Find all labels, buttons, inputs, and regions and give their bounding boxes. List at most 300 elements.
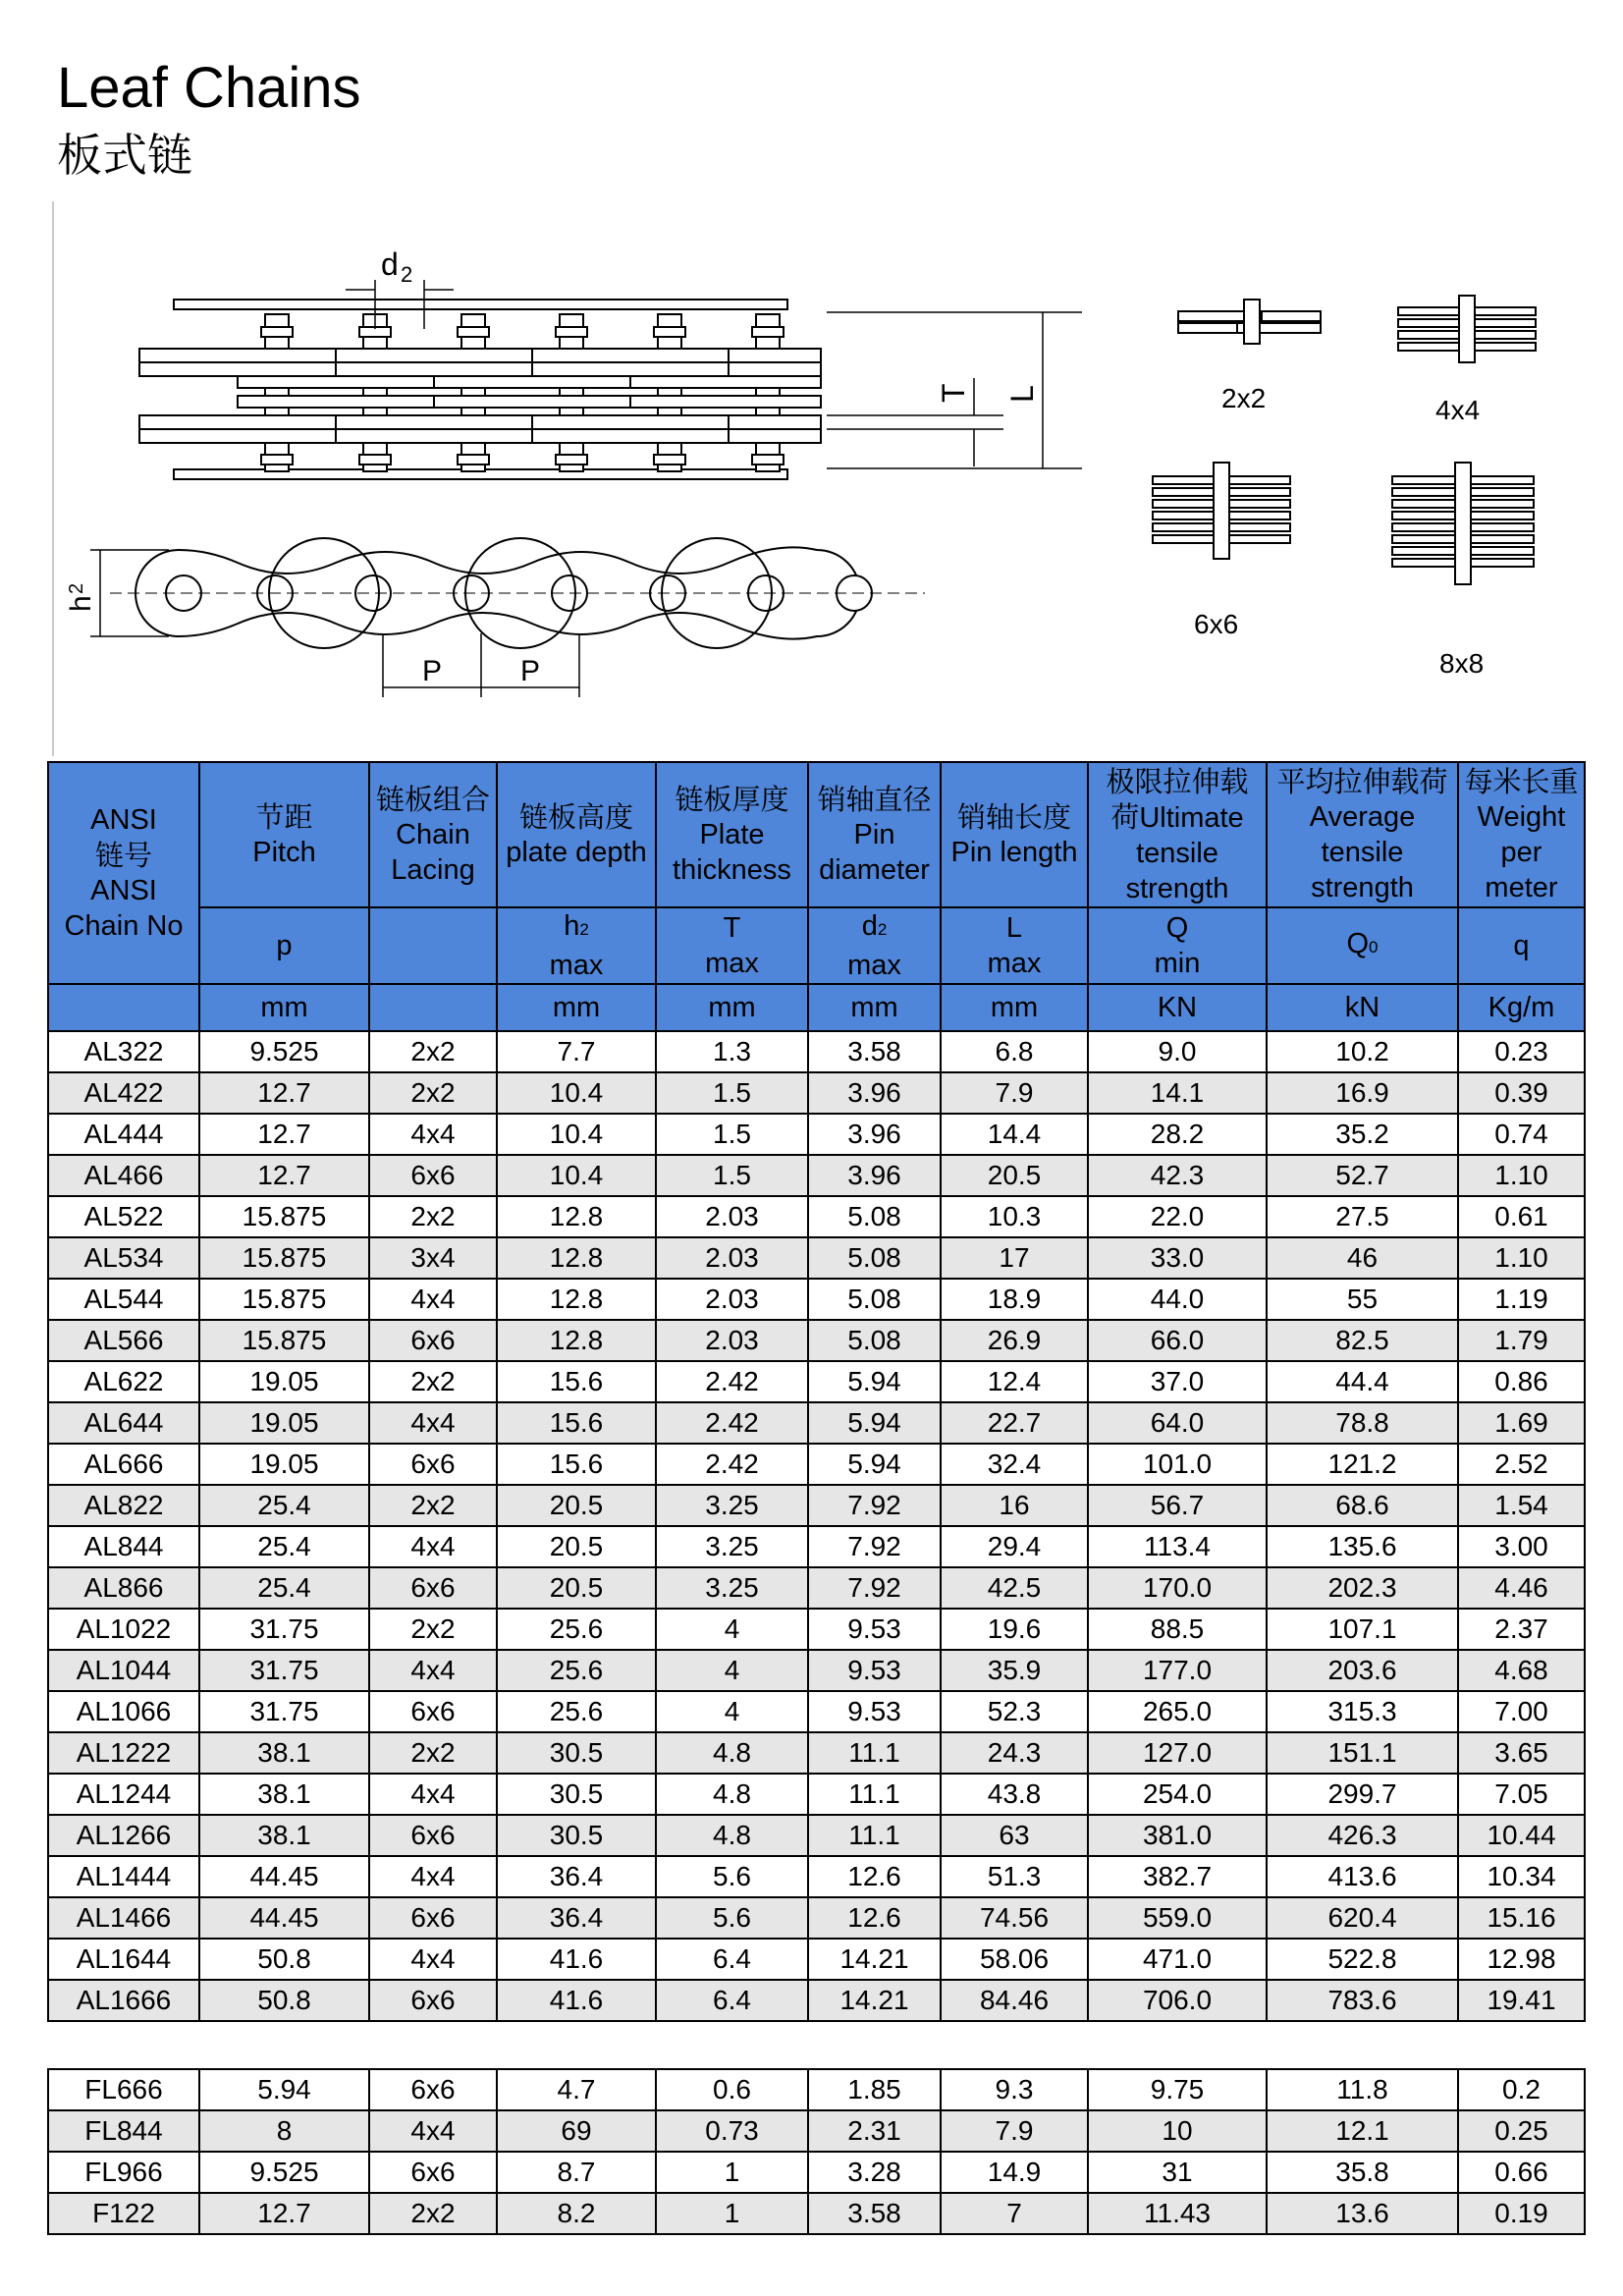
header-row-symbols [48, 907, 1585, 984]
table-cell: 20.5 [497, 1567, 656, 1609]
table-cell: 12.98 [1458, 1939, 1585, 1980]
table-row [48, 1609, 1585, 1650]
weight-symbol: q [1458, 907, 1585, 984]
ultimate-symbol: Q min [1088, 907, 1267, 984]
col-plate-depth-header: 链板高度 plate depth [497, 762, 656, 907]
table-cell: 58.06 [941, 1939, 1088, 1980]
table-cell: 1.10 [1458, 1237, 1585, 1279]
table-cell: 3.96 [808, 1072, 941, 1114]
table-cell: 26.9 [941, 1320, 1088, 1361]
table-row [48, 1567, 1585, 1609]
table-cell: AL1066 [48, 1691, 199, 1732]
table-cell: F122 [48, 2193, 199, 2234]
table-cell: 12.1 [1267, 2110, 1458, 2152]
table-cell: 35.9 [941, 1650, 1088, 1691]
table-cell: 4x4 [369, 2110, 497, 2152]
table-cell: AL622 [48, 1361, 199, 1402]
table-cell: 14.9 [941, 2152, 1088, 2193]
table-cell: 5.94 [808, 1444, 941, 1485]
table-cell: 2.03 [656, 1237, 808, 1279]
lacing-6x6-figure [1153, 463, 1290, 559]
table-row [48, 1815, 1585, 1856]
table-cell: 19.05 [199, 1444, 369, 1485]
table-cell: 7 [941, 2193, 1088, 2234]
col-average-strength-header: 平均拉伸载荷 Average tensile strength [1267, 762, 1458, 907]
table-row [48, 1732, 1585, 1774]
table-cell: 3.96 [808, 1155, 941, 1196]
table-cell: 1.85 [808, 2069, 941, 2110]
plate-thickness-unit: mm [656, 984, 808, 1031]
table-cell: 36.4 [497, 1897, 656, 1939]
table-cell: 9.3 [941, 2069, 1088, 2110]
table-cell: 113.4 [1088, 1526, 1267, 1567]
table-cell: 265.0 [1088, 1691, 1267, 1732]
table-cell: 381.0 [1088, 1815, 1267, 1856]
table-cell: 7.7 [497, 1031, 656, 1072]
table-cell: 44.45 [199, 1856, 369, 1897]
lacing-2x2-label: 2x2 [1221, 383, 1267, 413]
table-cell: 0.2 [1458, 2069, 1585, 2110]
table-cell: 15.6 [497, 1444, 656, 1485]
table-cell: FL666 [48, 2069, 199, 2110]
chain-side-view [90, 538, 925, 697]
table-cell: 2.42 [656, 1361, 808, 1402]
table-cell: 11.1 [808, 1815, 941, 1856]
table-cell: 5.08 [808, 1320, 941, 1361]
table-cell: 46 [1267, 1237, 1458, 1279]
lacing-6x6-label: 6x6 [1194, 609, 1239, 639]
table-cell: 37.0 [1088, 1361, 1267, 1402]
table-cell: 11.8 [1267, 2069, 1458, 2110]
table-cell: 12.7 [199, 1072, 369, 1114]
table-cell: AL1444 [48, 1856, 199, 1897]
table-cell: AL644 [48, 1402, 199, 1444]
table-cell: 15.6 [497, 1361, 656, 1402]
table-cell: 135.6 [1267, 1526, 1458, 1567]
table-cell: 10.4 [497, 1155, 656, 1196]
table-cell: 2.52 [1458, 1444, 1585, 1485]
table-cell: 9.53 [808, 1650, 941, 1691]
table-row [48, 1031, 1585, 1072]
table-cell: 3x4 [369, 1237, 497, 1279]
table-cell: 13.6 [1267, 2193, 1458, 2234]
table-row [48, 1320, 1585, 1361]
table-cell: 15.875 [199, 1279, 369, 1320]
table-cell: 15.6 [497, 1402, 656, 1444]
table-cell: 38.1 [199, 1774, 369, 1815]
leaf-chain-diagram [51, 201, 1583, 756]
col-chain-no-header: ANSI 链号 ANSI Chain No [48, 762, 199, 984]
table-cell: 1.10 [1458, 1155, 1585, 1196]
table-cell: 2x2 [369, 1072, 497, 1114]
table-cell: 3.25 [656, 1485, 808, 1526]
table-cell: 0.86 [1458, 1361, 1585, 1402]
table-row [48, 1114, 1585, 1155]
table-cell: 1.79 [1458, 1320, 1585, 1361]
d2-label-sub: 2 [401, 262, 413, 287]
table-cell: AL844 [48, 1526, 199, 1567]
table-row [48, 1072, 1585, 1114]
table-cell: 4x4 [369, 1526, 497, 1567]
table-cell: 5.94 [199, 2069, 369, 2110]
table-cell: 35.2 [1267, 1114, 1458, 1155]
lacing-2x2-figure [1178, 300, 1321, 344]
table-cell: 10.4 [497, 1114, 656, 1155]
table-cell: 7.92 [808, 1485, 941, 1526]
table-cell: 31 [1088, 2152, 1267, 2193]
table-cell: 38.1 [199, 1732, 369, 1774]
col-lacing-header: 链板组合 Chain Lacing [369, 762, 497, 907]
table-cell: 2x2 [369, 2193, 497, 2234]
table-cell: 41.6 [497, 1980, 656, 2021]
table-cell: 12.7 [199, 2193, 369, 2234]
table-cell: 121.2 [1267, 1444, 1458, 1485]
table-cell: 12.8 [497, 1279, 656, 1320]
col-weight-header: 每米长重 Weight per meter [1458, 762, 1585, 907]
table-cell: 1.3 [656, 1031, 808, 1072]
table-row [48, 1402, 1585, 1444]
table-cell: 5.08 [808, 1196, 941, 1237]
table-cell: 10.34 [1458, 1856, 1585, 1897]
table-cell: 9.0 [1088, 1031, 1267, 1072]
table-cell: 0.39 [1458, 1072, 1585, 1114]
table-cell: 15.875 [199, 1320, 369, 1361]
table-row [48, 1650, 1585, 1691]
plate-depth-unit: mm [497, 984, 656, 1031]
table-cell: 30.5 [497, 1732, 656, 1774]
table-cell: 0.23 [1458, 1031, 1585, 1072]
table-cell: 25.4 [199, 1567, 369, 1609]
table-cell: 202.3 [1267, 1567, 1458, 1609]
table-cell: 69 [497, 2110, 656, 2152]
table-cell: 35.8 [1267, 2152, 1458, 2193]
table-cell: 4x4 [369, 1856, 497, 1897]
table-cell: 7.9 [941, 1072, 1088, 1114]
table-cell: 52.3 [941, 1691, 1088, 1732]
table-cell: AL1666 [48, 1980, 199, 2021]
table-row [48, 1774, 1585, 1815]
pitch-label-1: P [422, 655, 443, 687]
table-cell: 12.8 [497, 1237, 656, 1279]
table-cell: 55 [1267, 1279, 1458, 1320]
table-cell: 43.8 [941, 1774, 1088, 1815]
table-cell: 127.0 [1088, 1732, 1267, 1774]
table-cell: 4x4 [369, 1402, 497, 1444]
table-cell: 4x4 [369, 1939, 497, 1980]
table-cell: 1 [656, 2152, 808, 2193]
table-row [48, 1980, 1585, 2021]
table-cell: 44.4 [1267, 1361, 1458, 1402]
table-cell: 11.43 [1088, 2193, 1267, 2234]
table-cell: AL544 [48, 1279, 199, 1320]
table-cell: 4x4 [369, 1279, 497, 1320]
table-cell: 4x4 [369, 1650, 497, 1691]
average-unit: kN [1267, 984, 1458, 1031]
d2-label: d [381, 246, 399, 282]
table-cell: 2x2 [369, 1609, 497, 1650]
table-cell: 4 [656, 1609, 808, 1650]
table-cell: 25.6 [497, 1650, 656, 1691]
table-cell: 10.2 [1267, 1031, 1458, 1072]
table-cell: 25.4 [199, 1526, 369, 1567]
table-cell: 10.4 [497, 1072, 656, 1114]
table-cell: AL1022 [48, 1609, 199, 1650]
col-pitch-header: 节距 Pitch [199, 762, 369, 907]
table-cell: 6x6 [369, 1815, 497, 1856]
table-cell: 84.46 [941, 1980, 1088, 2021]
table-cell: 9.53 [808, 1609, 941, 1650]
table-cell: 1.5 [656, 1072, 808, 1114]
table-cell: 0.6 [656, 2069, 808, 2110]
table-cell: 14.4 [941, 1114, 1088, 1155]
table-cell: 9.525 [199, 1031, 369, 1072]
table-cell: 0.25 [1458, 2110, 1585, 2152]
table-cell: 4x4 [369, 1114, 497, 1155]
table-cell: 5.6 [656, 1897, 808, 1939]
table-cell: 101.0 [1088, 1444, 1267, 1485]
table-cell: 4x4 [369, 1774, 497, 1815]
header-row-names [48, 762, 1585, 907]
pitch-symbol: p [199, 907, 369, 984]
table-cell: 4 [656, 1650, 808, 1691]
table-cell: 18.9 [941, 1279, 1088, 1320]
table-cell: 29.4 [941, 1526, 1088, 1567]
table-cell: 12.6 [808, 1897, 941, 1939]
table-cell: 50.8 [199, 1980, 369, 2021]
t-dimension-label: T [936, 383, 971, 403]
table-cell: 9.525 [199, 2152, 369, 2193]
table-cell: 6x6 [369, 1155, 497, 1196]
table-cell: 15.875 [199, 1237, 369, 1279]
lacing-8x8-figure [1392, 463, 1534, 584]
table-cell: 6x6 [369, 1691, 497, 1732]
table-cell: 522.8 [1267, 1939, 1458, 1980]
table-cell: 2.37 [1458, 1609, 1585, 1650]
table-cell: 6x6 [369, 1444, 497, 1485]
table-cell: 5.6 [656, 1856, 808, 1897]
table-cell: 4 [656, 1691, 808, 1732]
table-cell: 22.0 [1088, 1196, 1267, 1237]
table-cell: 20.5 [497, 1526, 656, 1567]
table-cell: 4.7 [497, 2069, 656, 2110]
table-cell: 2.42 [656, 1444, 808, 1485]
table-cell: 3.00 [1458, 1526, 1585, 1567]
table-cell: 0.61 [1458, 1196, 1585, 1237]
weight-unit: Kg/m [1458, 984, 1585, 1031]
table-cell: 19.41 [1458, 1980, 1585, 2021]
table-cell: 7.92 [808, 1567, 941, 1609]
table-cell: 31.75 [199, 1609, 369, 1650]
table-cell: AL1244 [48, 1774, 199, 1815]
table-cell: 559.0 [1088, 1897, 1267, 1939]
table-cell: 12.7 [199, 1155, 369, 1196]
table-cell: AL1644 [48, 1939, 199, 1980]
table-cell: AL866 [48, 1567, 199, 1609]
table-cell: 8.7 [497, 2152, 656, 2193]
table-cell: 20.5 [497, 1485, 656, 1526]
table-cell: 1.19 [1458, 1279, 1585, 1320]
table-cell: 1.5 [656, 1155, 808, 1196]
table-cell: 3.58 [808, 1031, 941, 1072]
table-cell: 299.7 [1267, 1774, 1458, 1815]
table-cell: 9.53 [808, 1691, 941, 1732]
table-cell: 15.875 [199, 1196, 369, 1237]
table-cell: 4.68 [1458, 1650, 1585, 1691]
table-cell: 12.4 [941, 1361, 1088, 1402]
table-cell: AL1466 [48, 1897, 199, 1939]
page-title: Leaf Chains [57, 56, 361, 120]
col-pin-diameter-header: 销轴直径 Pin diameter [808, 762, 941, 907]
table-cell: 177.0 [1088, 1650, 1267, 1691]
table-cell: 2x2 [369, 1361, 497, 1402]
table-cell: 2x2 [369, 1732, 497, 1774]
table-cell: 38.1 [199, 1815, 369, 1856]
table-row [48, 1237, 1585, 1279]
table-cell: 63 [941, 1815, 1088, 1856]
table-cell: 16.9 [1267, 1072, 1458, 1114]
table-cell: 31.75 [199, 1650, 369, 1691]
table-cell: 28.2 [1088, 1114, 1267, 1155]
table-cell: 620.4 [1267, 1897, 1458, 1939]
table-cell: 24.3 [941, 1732, 1088, 1774]
table-cell: 2.42 [656, 1402, 808, 1444]
table-cell: 30.5 [497, 1774, 656, 1815]
table-cell: 2x2 [369, 1485, 497, 1526]
page-subtitle: 板式链 [57, 129, 192, 182]
table-cell: 12.6 [808, 1856, 941, 1897]
table-cell: 14.1 [1088, 1072, 1267, 1114]
table-cell: AL522 [48, 1196, 199, 1237]
table-cell: 8.2 [497, 2193, 656, 2234]
pitch-unit: mm [199, 984, 369, 1031]
table-cell: 6x6 [369, 1567, 497, 1609]
table-cell: 3.58 [808, 2193, 941, 2234]
table-cell: 74.56 [941, 1897, 1088, 1939]
table-cell: 51.3 [941, 1856, 1088, 1897]
table-cell: 68.6 [1267, 1485, 1458, 1526]
plate-depth-symbol: h2 max [497, 907, 656, 984]
table-cell: AL422 [48, 1072, 199, 1114]
table-cell: 30.5 [497, 1815, 656, 1856]
table-cell: 0.66 [1458, 2152, 1585, 2193]
table-cell: 66.0 [1088, 1320, 1267, 1361]
table-cell: AL1044 [48, 1650, 199, 1691]
col-pin-length-header: 销轴长度 Pin length [941, 762, 1088, 907]
table-cell: 6.4 [656, 1939, 808, 1980]
lacing-4x4-label: 4x4 [1435, 395, 1481, 425]
table-cell: AL1266 [48, 1815, 199, 1856]
table-cell: 5.08 [808, 1237, 941, 1279]
table-cell: 25.6 [497, 1609, 656, 1650]
table-cell: 33.0 [1088, 1237, 1267, 1279]
table-cell: 2x2 [369, 1031, 497, 1072]
col-plate-thickness-header: 链板厚度 Plate thickness [656, 762, 808, 907]
table-cell: 8 [199, 2110, 369, 2152]
table-cell: AL322 [48, 1031, 199, 1072]
table-row [48, 1526, 1585, 1567]
ultimate-unit: KN [1088, 984, 1267, 1031]
lacing-8x8-label: 8x8 [1439, 648, 1485, 679]
table-cell: 1.54 [1458, 1485, 1585, 1526]
table-cell: 56.7 [1088, 1485, 1267, 1526]
table-row [48, 1155, 1585, 1196]
pin-diameter-unit: mm [808, 984, 941, 1031]
table-cell: 426.3 [1267, 1815, 1458, 1856]
table-cell: 0.74 [1458, 1114, 1585, 1155]
table-cell: 25.6 [497, 1691, 656, 1732]
table-cell: 4.8 [656, 1815, 808, 1856]
table-cell: 3.65 [1458, 1732, 1585, 1774]
table-cell: 1 [656, 2193, 808, 2234]
table-cell: 6x6 [369, 1897, 497, 1939]
table-cell: 44.45 [199, 1897, 369, 1939]
table-cell: 1.5 [656, 1114, 808, 1155]
table-row [48, 1939, 1585, 1980]
table-cell: 4.8 [656, 1774, 808, 1815]
table-cell: 7.9 [941, 2110, 1088, 2152]
table-cell: 20.5 [941, 1155, 1088, 1196]
average-symbol: Q0 [1267, 907, 1458, 984]
table-cell: 2x2 [369, 1196, 497, 1237]
table-cell: 254.0 [1088, 1774, 1267, 1815]
table-cell: 25.4 [199, 1485, 369, 1526]
table-cell: 11.1 [808, 1732, 941, 1774]
table-cell: 9.75 [1088, 2069, 1267, 2110]
table-cell: 78.8 [1267, 1402, 1458, 1444]
table-cell: 3.25 [656, 1567, 808, 1609]
table-cell: AL1222 [48, 1732, 199, 1774]
table-cell: 2.31 [808, 2110, 941, 2152]
table-row [48, 1856, 1585, 1897]
table-cell: 1.69 [1458, 1402, 1585, 1444]
pin-length-unit: mm [941, 984, 1088, 1031]
table-cell: 203.6 [1267, 1650, 1458, 1691]
table-cell: 10.3 [941, 1196, 1088, 1237]
table-cell: 14.21 [808, 1939, 941, 1980]
table-cell: FL966 [48, 2152, 199, 2193]
table-cell: 42.5 [941, 1567, 1088, 1609]
table-cell: 36.4 [497, 1856, 656, 1897]
table-row [48, 2069, 1585, 2110]
table-cell: 50.8 [199, 1939, 369, 1980]
table-cell: 19.6 [941, 1609, 1088, 1650]
table-cell: 11.1 [808, 1774, 941, 1815]
table-row [48, 2193, 1585, 2234]
chain-drawing [51, 201, 1583, 756]
table-cell: 783.6 [1267, 1980, 1458, 2021]
lacing-4x4-figure [1398, 296, 1536, 362]
table-row [48, 1444, 1585, 1485]
table-cell: 6x6 [369, 2152, 497, 2193]
table-cell: 107.1 [1267, 1609, 1458, 1650]
table-cell: 7.05 [1458, 1774, 1585, 1815]
table-cell: 2.03 [656, 1196, 808, 1237]
main-table-body [48, 1031, 1585, 2021]
table-cell: 6x6 [369, 1980, 497, 2021]
table-row [48, 1279, 1585, 1320]
table-cell: 19.05 [199, 1402, 369, 1444]
table-cell: 12.7 [199, 1114, 369, 1155]
pin-diameter-symbol: d2 max [808, 907, 941, 984]
table-cell: 12.8 [497, 1320, 656, 1361]
table-cell: 44.0 [1088, 1279, 1267, 1320]
table-cell: AL822 [48, 1485, 199, 1526]
table-cell: 315.3 [1267, 1691, 1458, 1732]
table-cell: 0.73 [656, 2110, 808, 2152]
l-dimension-label: L [1004, 385, 1040, 403]
table-cell: 6x6 [369, 2069, 497, 2110]
table-cell: 3.25 [656, 1526, 808, 1567]
